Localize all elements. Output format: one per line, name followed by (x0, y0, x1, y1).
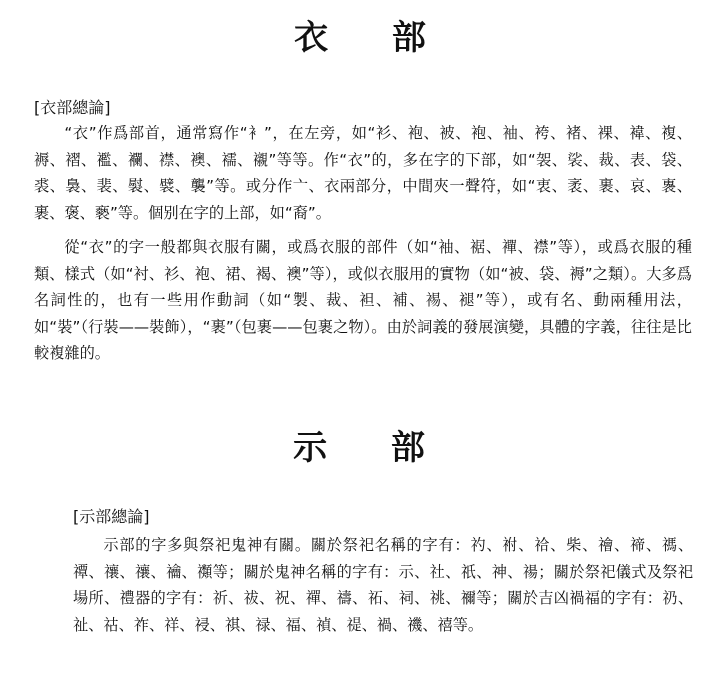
section-title-shi-bu: 示 部 (293, 428, 451, 468)
subhead-yi-bu-overview: [衣部總論] (34, 98, 111, 117)
yi-bu-paragraph-2-text: 從“衣”的字一般都與衣服有關，或爲衣服的部件（如“袖、裾、襌、襟”等），或爲衣服的種類、樣式（如“衬、衫、袍、裙、褐、襖”等），或似衣服用的實物（如“被、袋、褥”之類）。大多爲名詞性的，也有一些用作動詞（如“製、裁、袒、補、裼、褪”等），或有名、動兩種用法，如“裝”（行裝——裝飾），“裹”（包裹——包裹之物）。由於詞義的發展演變，具體的字義，往往是比較複雜的。 (34, 238, 692, 363)
yi-bu-paragraph-1 (34, 120, 692, 226)
shi-bu-paragraph-1-text: 示部的字多與祭祀鬼神有關。關於祭祀名稱的字有：礿、祔、祫、柴、禬、禘、禡、禫、禳、禳、禴、禷等；關於鬼神名稱的字有：示、社、祇、神、禓；關於祭祀儀式及祭祀場所、禮器的字有：祈、祓、祝、禪、禱、祏、祠、祧、禰等；關於吉凶禍福的字有：礽、祉、祜、祚、祥、祲、祺、禄、福、禎、禔、禍、禨、禧等。 (73, 536, 693, 634)
yi-bu-paragraph-1-text: “衣”作爲部首，通常寫作“衤”，在左旁，如“衫、袍、被、袍、袖、袴、褚、裸、褘、複、褥、褶、襤、襴、襟、襖、襦、襯”等等。作“衣”的，多在字的下部，如“袈、裟、裁、表、袋、裘、裊、裴、褽、襞、襲”等。或分作亠、衣兩部分，中間夾一聲符，如“衷、袤、裹、哀、褢、裹、褒、褻”等。個别在字的上部，如“裔”。 (34, 124, 692, 222)
shi-bu-paragraph-1 (73, 532, 693, 638)
subhead-shi-bu-overview: [示部總論] (73, 507, 150, 526)
section-title-yi-bu: 衣 部 (294, 18, 452, 58)
yi-bu-paragraph-2 (34, 234, 692, 367)
